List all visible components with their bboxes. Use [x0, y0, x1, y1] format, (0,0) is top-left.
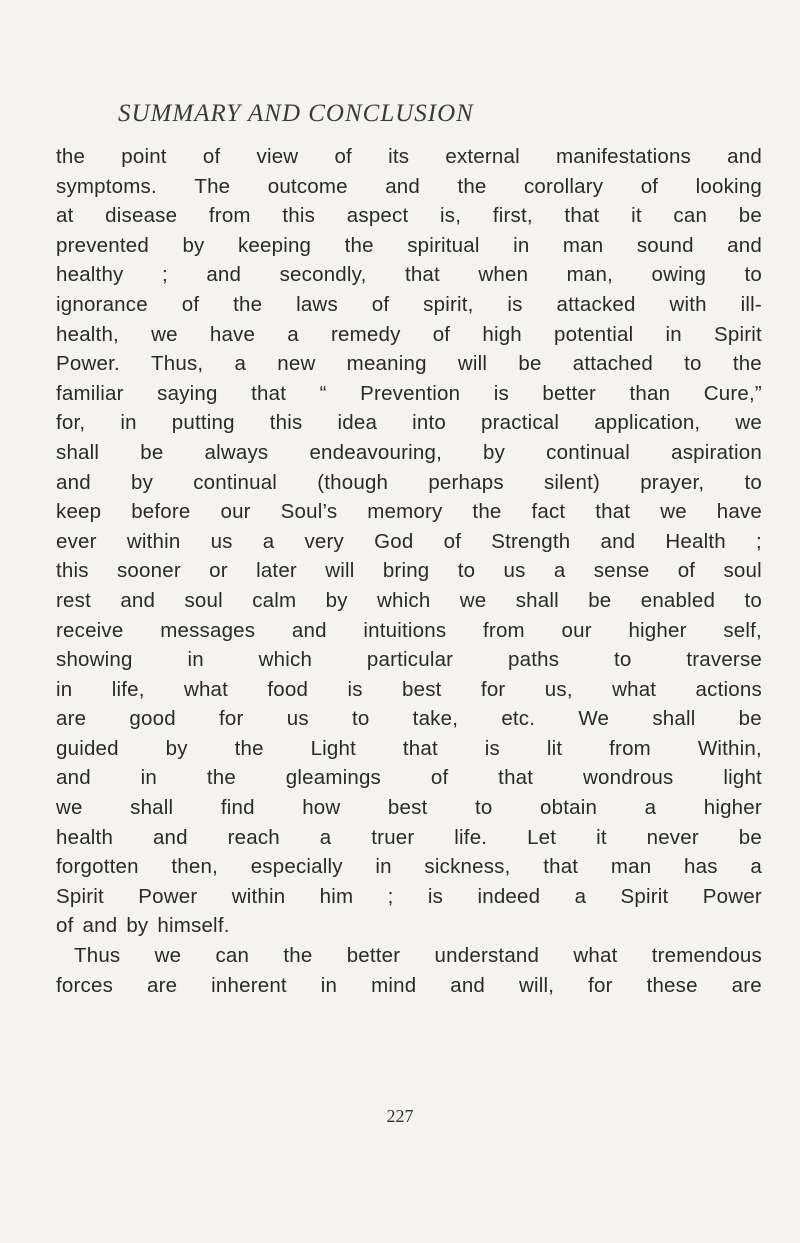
text-line: rest and soul calm by which we shall be enabled to: [56, 588, 762, 612]
text-line: ignorance of the laws of spirit, is attacked with ill-: [56, 292, 762, 316]
text-line: this sooner or later will bring to us a sense of soul: [56, 559, 762, 583]
text-line: at disease from this aspect is, first, that it can be: [56, 204, 762, 228]
text-line: the point of view of its external manifestations and: [56, 145, 762, 168]
text-line: receive messages and intuitions from our higher self,: [56, 618, 762, 642]
text-line: ever within us a very God of Strength and Health ;: [56, 529, 762, 553]
text-line: symptoms. The outcome and the corollary of looking: [56, 174, 762, 198]
text-line: and in the gleamings of that wondrous light: [56, 766, 762, 790]
text-line: guided by the Light that is lit from Within,: [56, 736, 762, 760]
text-line: health, we have a remedy of high potential in Spirit: [56, 322, 762, 346]
text-line: and by continual (though perhaps silent) prayer, to: [56, 470, 762, 494]
text-line: of and by himself.: [56, 914, 230, 938]
text-line: shall be always endeavouring, by continual aspiration: [56, 440, 762, 464]
text-line: are good for us to take, etc. We shall be: [56, 707, 762, 731]
body-text: [56, 142, 762, 1000]
text-line: keep before our Soul’s memory the fact that we have: [56, 500, 762, 524]
running-header: SUMMARY AND CONCLUSION: [118, 100, 474, 127]
text-line: health and reach a truer life. Let it never be: [56, 825, 762, 849]
text-line: for, in putting this idea into practical application, we: [56, 411, 762, 435]
text-line: forgotten then, especially in sickness, that man has a: [56, 855, 762, 879]
text-line: we shall find how best to obtain a higher: [56, 796, 762, 820]
page-number: 227: [386, 1106, 414, 1126]
text-line: Thus we can the better understand what tremendous: [74, 944, 762, 968]
text-line: forces are inherent in mind and will, for these are: [56, 973, 762, 997]
text-line: in life, what food is best for us, what actions: [56, 677, 762, 701]
text-line: Power. Thus, a new meaning will be attached to the: [56, 352, 762, 376]
text-line: Spirit Power within him ; is indeed a Spirit Power: [56, 884, 762, 908]
text-line: showing in which particular paths to traverse: [56, 648, 762, 672]
text-line: prevented by keeping the spiritual in man sound and: [56, 233, 762, 257]
text-line: healthy ; and secondly, that when man, owing to: [56, 263, 762, 287]
text-line: familiar saying that “ Prevention is better than Cure,”: [56, 381, 762, 405]
